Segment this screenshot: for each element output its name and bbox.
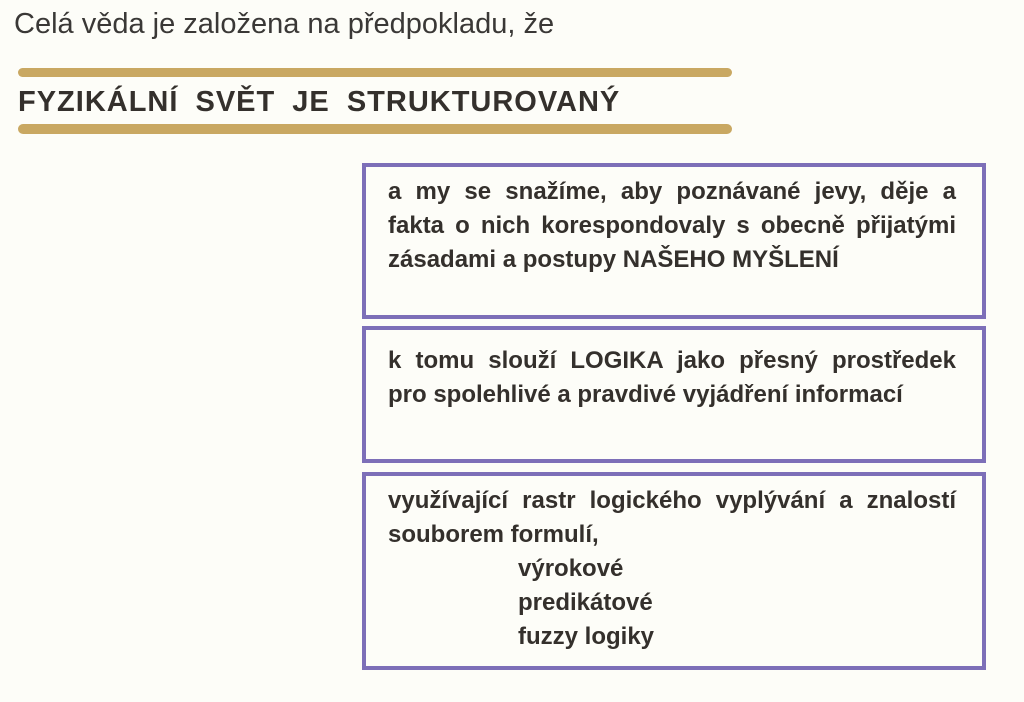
- statement-box-2: [362, 326, 986, 463]
- intro-text: Celá věda je založena na předpokladu, že: [14, 8, 555, 40]
- headline-band-bottom: [18, 124, 732, 134]
- statement-box-2-text: k tomu slouží LOGIKA jako přesný prostředek pro spolehlivé a pravdivé vyjádření informací: [388, 347, 956, 408]
- headline-band-top: [18, 68, 732, 77]
- logic-type-item: fuzzy logiky: [518, 623, 655, 650]
- statement-box-1: [362, 163, 986, 319]
- statement-box-1-text: a my se snažíme, aby poznávané jevy, děje a fakta o nich korespondovaly s obecně přijatými zásadami a postupy NAŠEHO MYŠLENÍ: [388, 178, 956, 273]
- logic-type-item: výrokové: [518, 555, 624, 582]
- logic-type-item: predikátové: [518, 589, 653, 616]
- statement-box-3: [362, 472, 986, 670]
- headline-text: FYZIKÁLNÍ SVĚT JE STRUKTUROVANÝ: [18, 86, 621, 118]
- statement-box-3-text: využívající rastr logického vyplývání a znalostí souborem formulí,: [388, 487, 956, 548]
